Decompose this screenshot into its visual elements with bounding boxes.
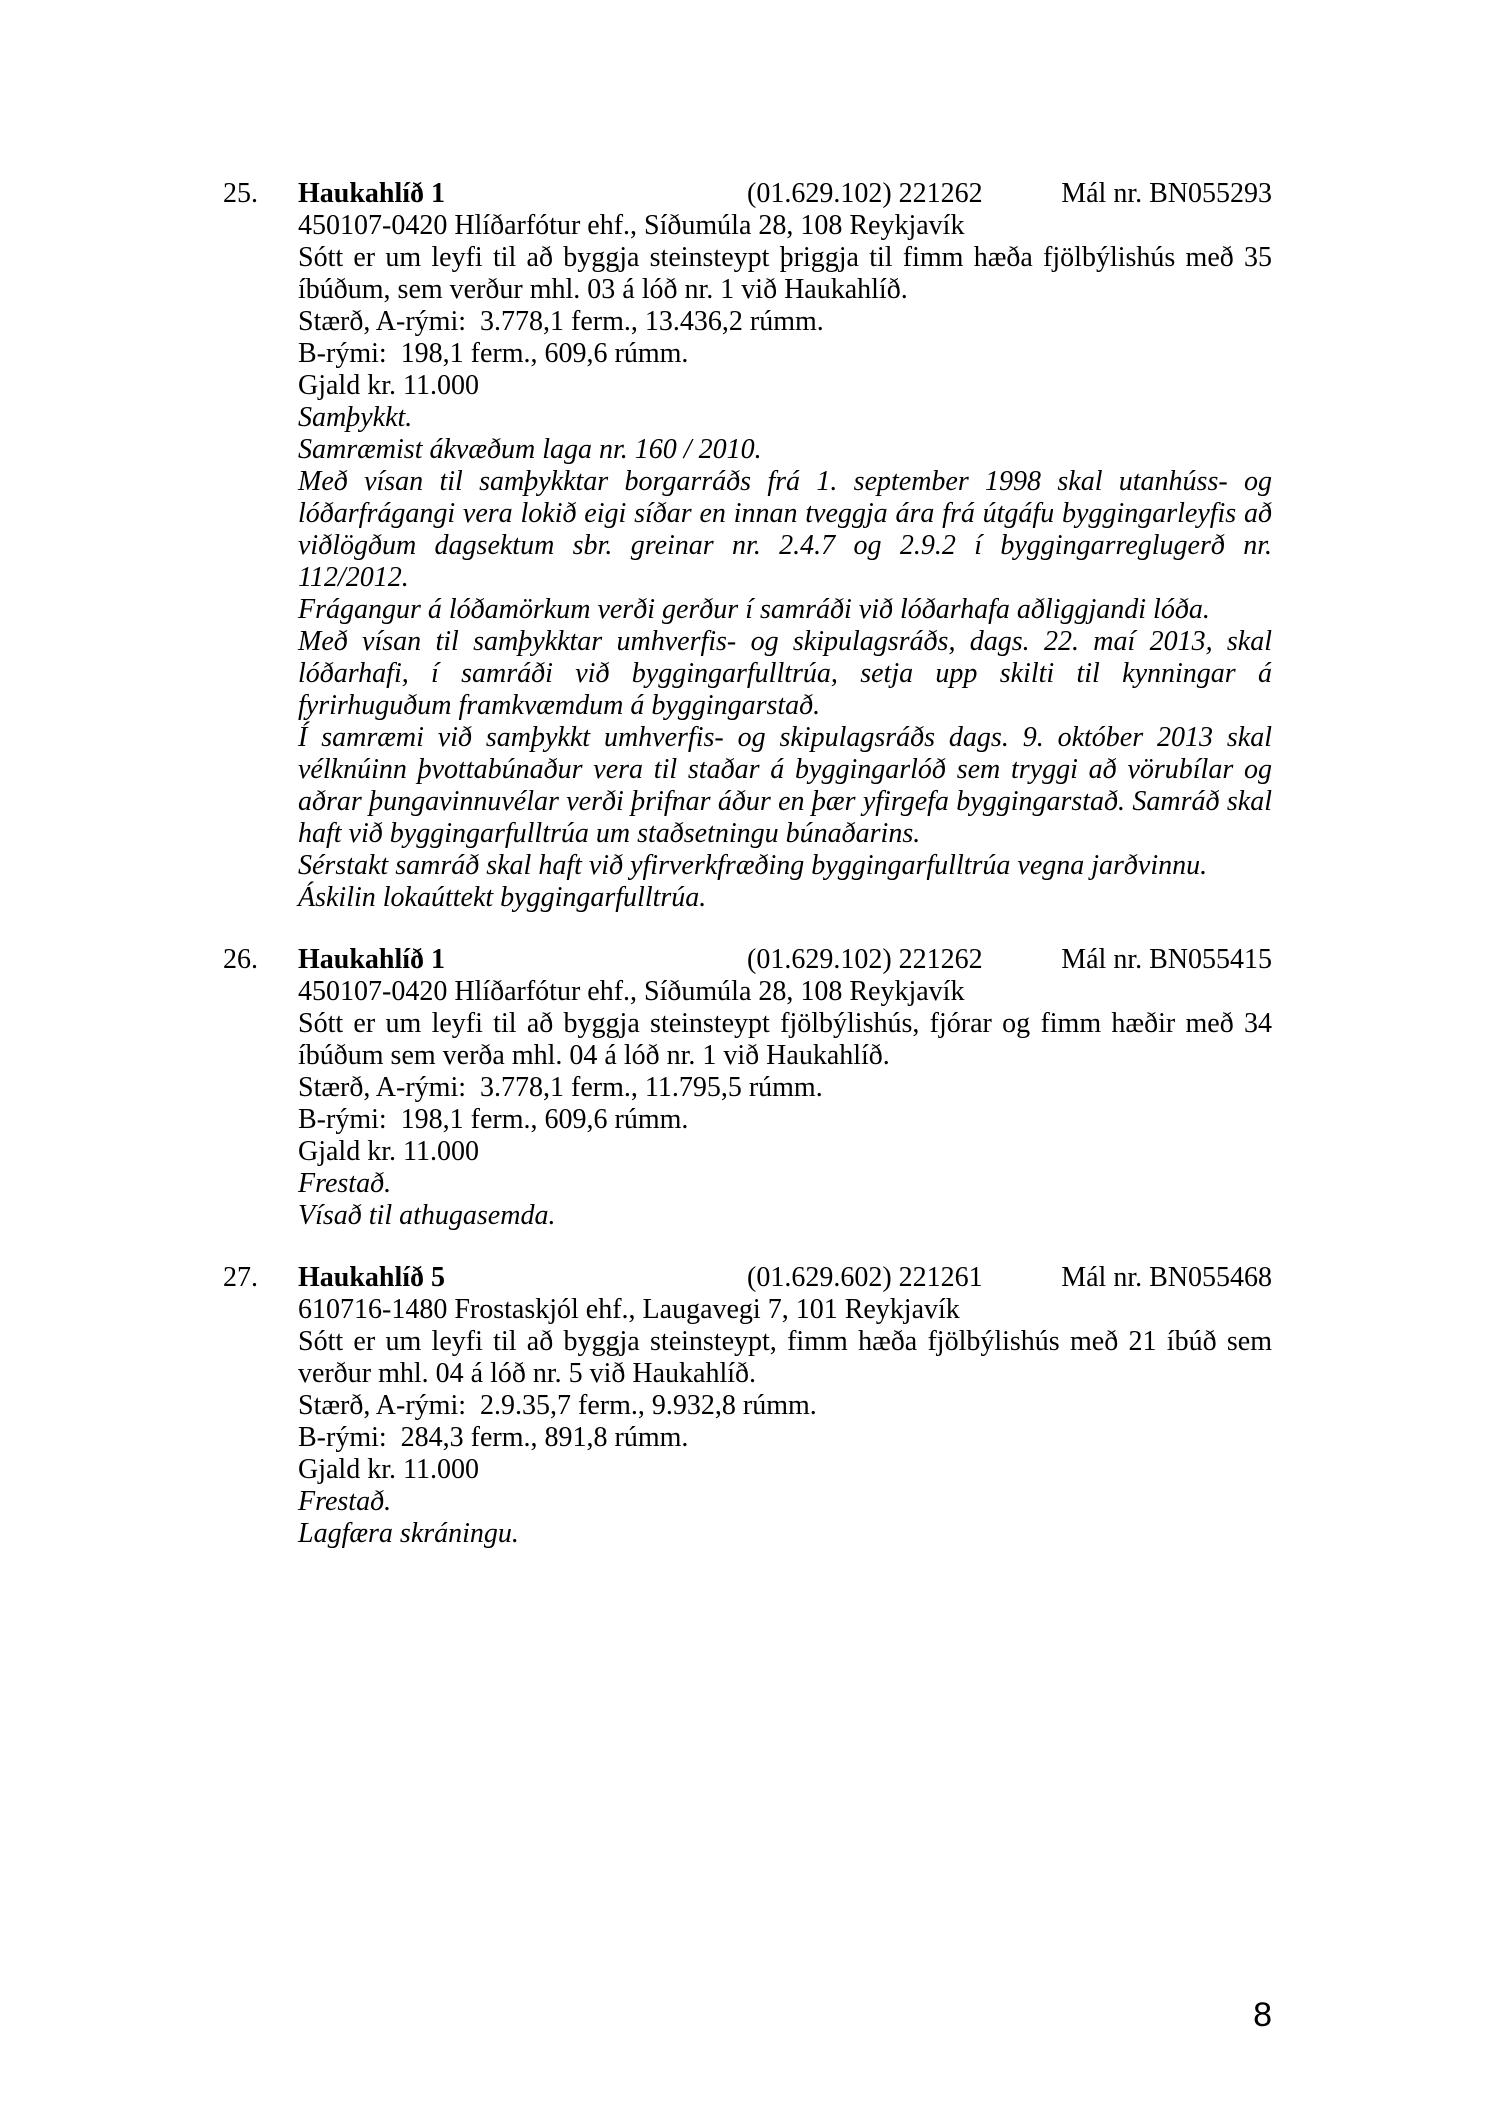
description: Sótt er um leyfi til að byggja steinsteypt þriggja til fimm hæða fjölbýlishús með 35 íbúðum, sem verður mhl. 03 á lóð nr. 1 við Haukahlíð. [298, 242, 1272, 305]
size-b-line: B-rými: 198,1 ferm., 609,6 rúmm. [298, 1104, 689, 1135]
remark-line: Lagfæra skráningu. [298, 1518, 519, 1549]
item-reference: (01.629.102) 221262 [747, 178, 983, 209]
item-title: Haukahlíð 5 [298, 1262, 446, 1293]
remark-line: Með vísan til samþykktar borgarráðs frá 1. september 1998 skal utanhúss- og lóðarfrágangi vera lokið eigi síðar en innan tveggja ára frá útgáfu byggingarleyfis að viðlögðum dagsektum sbr. greinar nr. 2.4.7 og 2.9.2 í byggingarreglugerð nr. 112/2012. [298, 466, 1272, 593]
size-a-line: Stærð, A-rými: 3.778,1 ferm., 13.436,2 rúmm. [298, 306, 824, 337]
item-case-number: Mál nr. BN055293 [1061, 178, 1272, 209]
remark-line: Í samræmi við samþykkt umhverfis- og skipulagsráðs dags. 9. október 2013 skal vélknúinn þvottabúnaður vera til staðar á byggingarlóð sem tryggi að vörubílar og aðrar þungavinnuvélar verði þrifnar áður en þær yfirgefa byggingarstað. Samráð skal haft við byggingarfulltrúa um staðsetningu búnaðarins. [298, 722, 1272, 849]
item-header [223, 1262, 1272, 1294]
applicant-line: 610716-1480 Frostaskjól ehf., Laugavegi 7, 101 Reykjavík [298, 1294, 960, 1325]
fee-line: Gjald kr. 11.000 [298, 1136, 479, 1167]
decision-line: Samþykkt. [298, 402, 413, 433]
remark-line: Áskilin lokaúttekt byggingarfulltrúa. [298, 882, 707, 913]
remark-line: Samræmist ákvæðum laga nr. 160 / 2010. [298, 434, 762, 465]
agenda-item-26 [223, 944, 1272, 1232]
size-b-line: B-rými: 198,1 ferm., 609,6 rúmm. [298, 338, 689, 369]
page-number: 8 [1253, 1996, 1272, 2034]
item-number: 26. [223, 944, 258, 975]
item-body [298, 210, 1272, 914]
description: Sótt er um leyfi til að byggja steinsteypt, fimm hæða fjölbýlishús með 21 íbúð sem verður mhl. 04 á lóð nr. 5 við Haukahlíð. [298, 1326, 1272, 1389]
size-a-line: Stærð, A-rými: 2.9.35,7 ferm., 9.932,8 rúmm. [298, 1390, 817, 1421]
remark-line: Frágangur á lóðamörkum verði gerður í samráði við lóðarhafa aðliggjandi lóða. [298, 594, 1210, 625]
agenda-item-27 [223, 1262, 1272, 1550]
item-number: 25. [223, 178, 258, 209]
fee-line: Gjald kr. 11.000 [298, 1454, 479, 1485]
item-reference: (01.629.602) 221261 [747, 1262, 983, 1293]
applicant-line: 450107-0420 Hlíðarfótur ehf., Síðumúla 28, 108 Reykjavík [298, 976, 965, 1007]
item-header [223, 944, 1272, 976]
item-body [298, 1294, 1272, 1550]
item-case-number: Mál nr. BN055468 [1061, 1262, 1272, 1293]
description: Sótt er um leyfi til að byggja steinsteypt fjölbýlishús, fjórar og fimm hæðir með 34 íbúðum sem verða mhl. 04 á lóð nr. 1 við Haukahlíð. [298, 1008, 1272, 1071]
remark-line: Vísað til athugasemda. [298, 1200, 556, 1231]
size-a-line: Stærð, A-rými: 3.778,1 ferm., 11.795,5 rúmm. [298, 1072, 823, 1103]
remark-line: Með vísan til samþykktar umhverfis- og skipulagsráðs, dags. 22. maí 2013, skal lóðarhafi, í samráði við byggingarfulltrúa, setja upp skilti til kynningar á fyrirhuguðum framkvæmdum á byggingarstað. [298, 626, 1272, 721]
item-reference: (01.629.102) 221262 [747, 944, 983, 975]
fee-line: Gjald kr. 11.000 [298, 370, 479, 401]
item-body [298, 976, 1272, 1232]
size-b-line: B-rými: 284,3 ferm., 891,8 rúmm. [298, 1422, 689, 1453]
item-number: 27. [223, 1262, 258, 1293]
item-title: Haukahlíð 1 [298, 944, 446, 975]
item-header [223, 178, 1272, 210]
decision-line: Frestað. [298, 1486, 392, 1517]
item-case-number: Mál nr. BN055415 [1061, 944, 1272, 975]
agenda-item-25 [223, 178, 1272, 914]
applicant-line: 450107-0420 Hlíðarfótur ehf., Síðumúla 28, 108 Reykjavík [298, 210, 965, 241]
item-title: Haukahlíð 1 [298, 178, 446, 209]
remark-line: Sérstakt samráð skal haft við yfirverkfræðing byggingarfulltrúa vegna jarðvinnu. [298, 850, 1208, 881]
building-permit-minutes [223, 178, 1272, 1550]
decision-line: Frestað. [298, 1168, 392, 1199]
